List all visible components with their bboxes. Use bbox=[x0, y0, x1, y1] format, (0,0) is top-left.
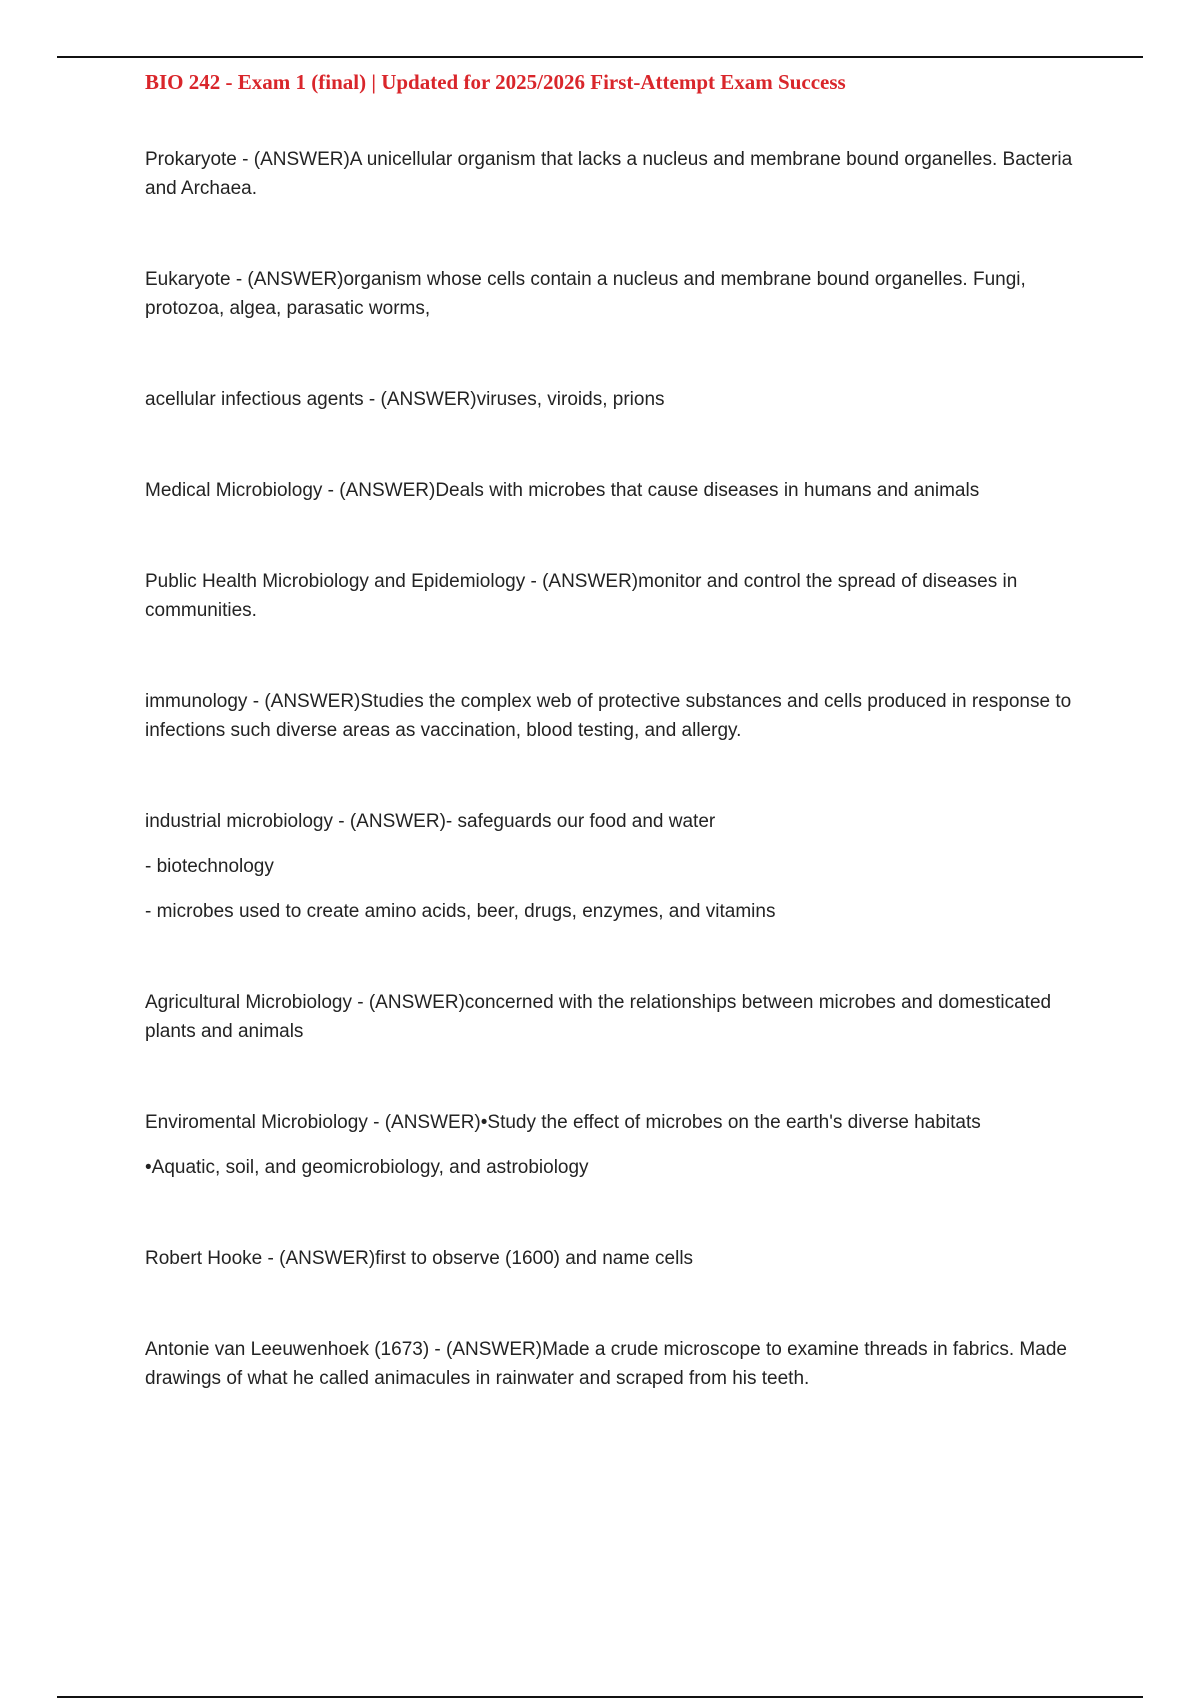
flashcard-entry bbox=[145, 385, 1085, 414]
flashcard-entry bbox=[145, 807, 1085, 926]
entry-sub-line: - microbes used to create amino acids, beer, drugs, enzymes, and vitamins bbox=[145, 901, 776, 922]
entry-text: Medical Microbiology - (ANSWER)Deals with microbes that cause diseases in humans and animals bbox=[145, 480, 980, 501]
flashcard-list bbox=[145, 145, 1085, 1455]
flashcard-entry bbox=[145, 476, 1085, 505]
entry-text: Robert Hooke - (ANSWER)first to observe (1600) and name cells bbox=[145, 1248, 694, 1269]
entry-text: Agricultural Microbiology - (ANSWER)concerned with the relationships between microbes and domesticated plants and animals bbox=[145, 992, 1052, 1042]
entry-text: immunology - (ANSWER)Studies the complex web of protective substances and cells produced in response to infections such diverse areas as vaccination, blood testing, and allergy. bbox=[145, 691, 1072, 741]
flashcard-entry bbox=[145, 265, 1085, 323]
entry-text: Prokaryote - (ANSWER)A unicellular organism that lacks a nucleus and membrane bound organelles. Bacteria and Archaea. bbox=[145, 149, 1073, 199]
entry-text: Eukaryote - (ANSWER)organism whose cells contain a nucleus and membrane bound organelles. Fungi, protozoa, algea, parasatic worms, bbox=[145, 269, 1026, 319]
entry-sub-line: •Aquatic, soil, and geomicrobiology, and astrobiology bbox=[145, 1157, 589, 1178]
document-title: BIO 242 - Exam 1 (final) | Updated for 2025/2026 First-Attempt Exam Success bbox=[145, 70, 846, 94]
entry-text: Public Health Microbiology and Epidemiology - (ANSWER)monitor and control the spread of diseases in communities. bbox=[145, 571, 1018, 621]
footer-rule bbox=[57, 1696, 1143, 1698]
flashcard-entry bbox=[145, 1108, 1085, 1182]
entry-sub-line: - biotechnology bbox=[145, 856, 274, 877]
flashcard-entry bbox=[145, 567, 1085, 625]
header-rule bbox=[57, 56, 1143, 58]
flashcard-entry bbox=[145, 1335, 1085, 1393]
flashcard-entry bbox=[145, 1244, 1085, 1273]
entry-text: industrial microbiology - (ANSWER)- safeguards our food and water bbox=[145, 811, 716, 832]
entry-text: Enviromental Microbiology - (ANSWER)•Study the effect of microbes on the earth's diverse habitats bbox=[145, 1112, 981, 1133]
entry-text: Antonie van Leeuwenhoek (1673) - (ANSWER)Made a crude microscope to examine threads in fabrics. Made drawings of what he called animacules in rainwater and scraped from his teeth. bbox=[145, 1339, 1067, 1389]
entry-text: acellular infectious agents - (ANSWER)viruses, viroids, prions bbox=[145, 389, 665, 410]
flashcard-entry bbox=[145, 687, 1085, 745]
flashcard-entry bbox=[145, 145, 1085, 203]
flashcard-entry bbox=[145, 988, 1085, 1046]
